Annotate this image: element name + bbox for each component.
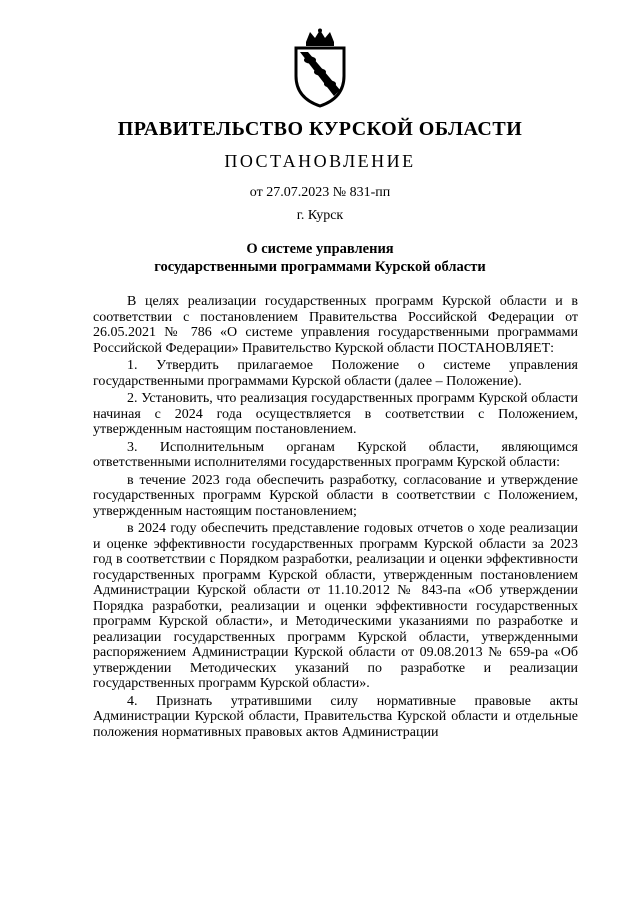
- paragraph-item-2: 2. Установить, что реализация государственных программ Курской области начиная с 2024 года осуществляется в соответствии с Положением, утвержденным настоящим постановлением.: [93, 391, 578, 437]
- document-body: [93, 294, 578, 742]
- paragraph-item-3: 3. Исполнительным органам Курской области, являющимся ответственными исполнителями государственных программ Курской области:: [93, 439, 578, 470]
- document-type: ПОСТАНОВЛЕНИЕ: [224, 151, 416, 171]
- subject-line-2: государственными программами Курской области: [154, 259, 486, 275]
- document-date-number: от 27.07.2023 № 831-пп: [249, 185, 391, 200]
- paragraph-item-3-sub-2: в 2024 году обеспечить представление годовых отчетов о ходе реализации и оценке эффективности государственных программ Курской области за 2023 год в соответствии с Порядком разработки, реализации и оценки эффективности государственных программ Курской области, утвержденным постановлением Администрации Курской области от 11.10.2012 № 843-па «Об утверждении Порядка разработки, реализации и оценки эффективности государственных программ Курской области», и Методическими указаниями по разработке и реализации государственных программ Курской области, утвержденными распоряжением Администрации Курской области от 09.08.2013 № 659-ра «Об утверждении Методических указаний по разработке и реализации государственных программ Курской области».: [93, 521, 578, 691]
- government-title: ПРАВИТЕЛЬСТВО КУРСКОЙ ОБЛАСТИ: [117, 118, 523, 140]
- document-subject: [0, 240, 640, 276]
- paragraph-item-3-sub-1: в течение 2023 года обеспечить разработку, согласование и утверждение государственных программ Курской области в соответствии с Положением, утвержденным настоящим постановлением;: [93, 472, 578, 519]
- coat-of-arms-icon: [288, 28, 352, 108]
- paragraph-item-4: 4. Признать утратившими силу нормативные правовые акты Администрации Курской области, Правительства Курской области и отдельные положения нормативных правовых актов Администрации: [93, 693, 578, 740]
- document-place: г. Курск: [296, 208, 344, 223]
- subject-line-1: О системе управления: [246, 241, 394, 257]
- paragraph-preamble: В целях реализации государственных программ Курской области и в соответствии с постановлением Правительства Российской Федерации от 26.05.2021 № 786 «О системе управления государственными программами Российской Федерации» Правительство Курской области ПОСТАНОВЛЯЕТ:: [93, 294, 578, 356]
- paragraph-item-1: 1. Утвердить прилагаемое Положение о системе управления государственными программами Курской области (далее – Положение).: [93, 358, 578, 389]
